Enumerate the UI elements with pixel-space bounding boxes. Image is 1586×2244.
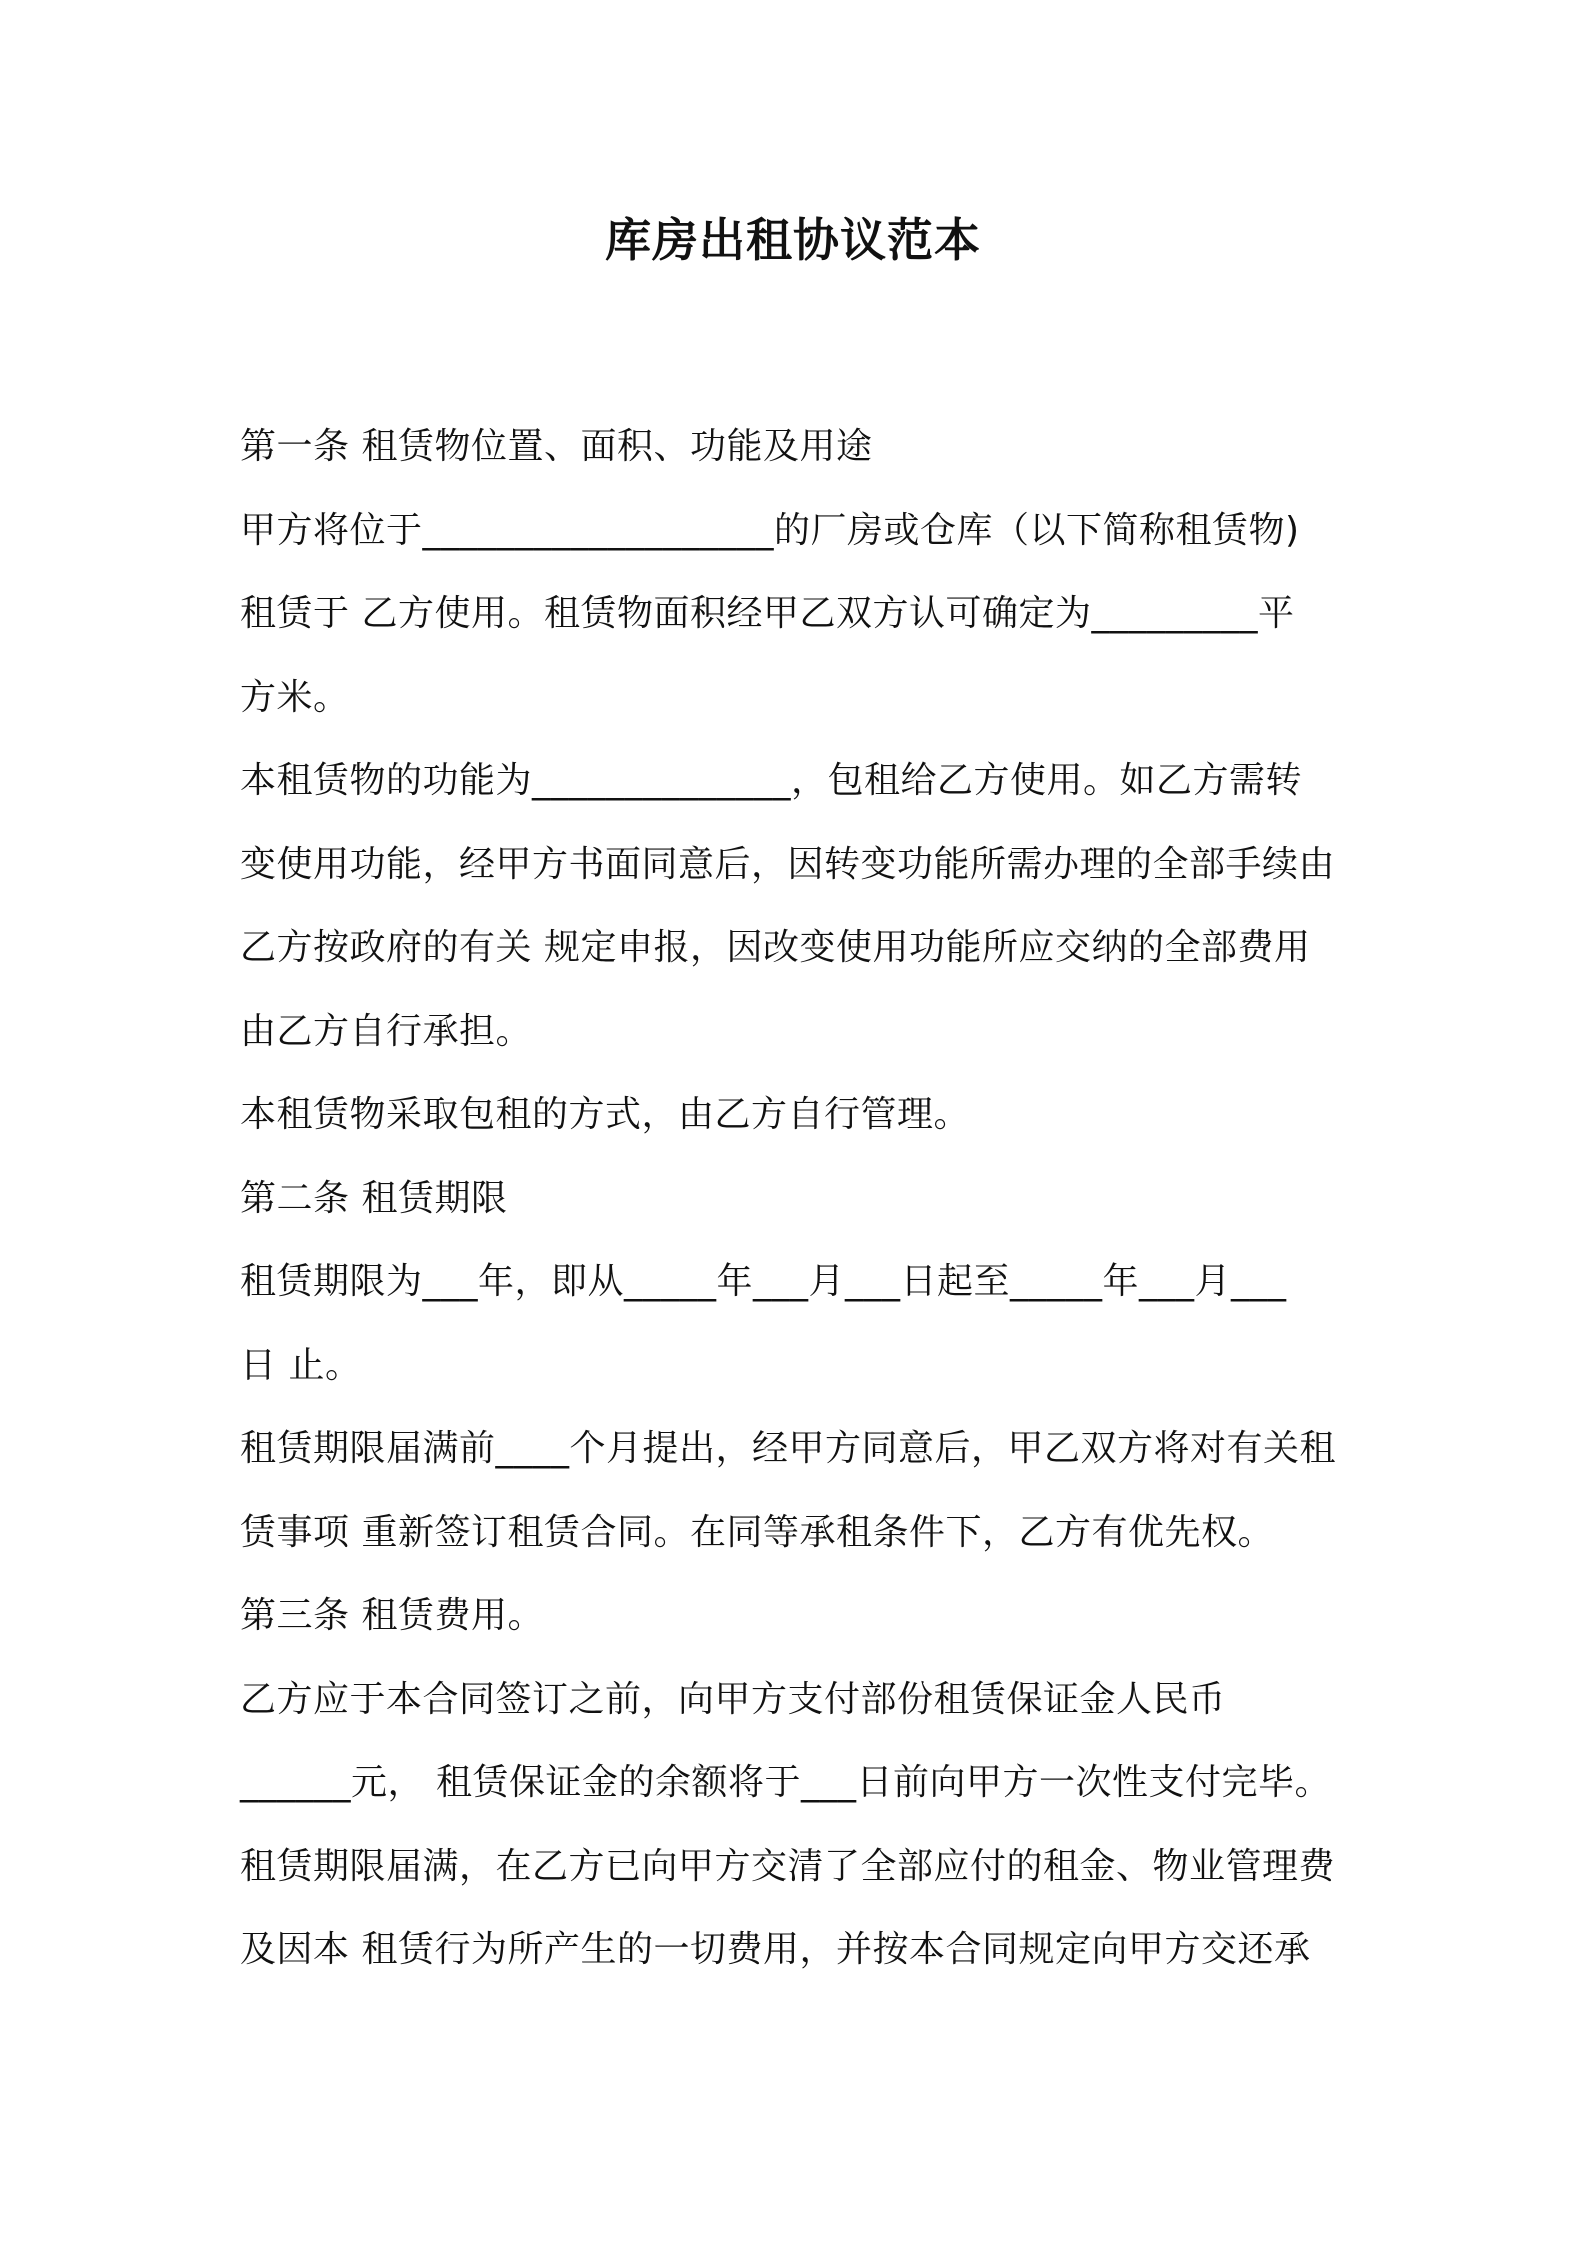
text-line: 赁事项 重新签订租赁合同。在同等承租条件下，乙方有优先权。 — [240, 1511, 1274, 1553]
text-line: 租赁期限届满，在乙方已向甲方交清了全部应付的租金、物业管理费 — [240, 1845, 1336, 1887]
text-line: 乙方应于本合同签订之前，向甲方支付部份租赁保证金人民币 — [240, 1678, 1226, 1720]
text-line: 第一条 租赁物位置、面积、功能及用途 — [240, 426, 873, 467]
text-line: 日 止。 — [240, 1344, 362, 1386]
text-line: 租赁期限为___年，即从_____年___月___日起至_____年___月___ — [240, 1261, 1287, 1302]
document-title: 库房出租协议范本 — [605, 213, 981, 267]
text-line: 第三条 租赁费用。 — [240, 1595, 544, 1636]
text-line: 甲方将位于___________________的厂房或仓库（以下简称租赁物) — [240, 509, 1300, 551]
document-body — [240, 405, 1370, 1992]
text-line: 方米。 — [240, 676, 350, 718]
text-line: 变使用功能，经甲方书面同意后，因转变功能所需办理的全部手续由 — [240, 843, 1336, 885]
text-line: 由乙方自行承担。 — [240, 1010, 533, 1052]
text-line: 租赁期限届满前____个月提出，经甲方同意后，甲乙双方将对有关租 — [240, 1428, 1337, 1469]
text-line: 第二条 租赁期限 — [240, 1177, 508, 1219]
text-line: 本租赁物采取包租的方式，由乙方自行管理。 — [240, 1094, 971, 1135]
text-line: 租赁于 乙方使用。租赁物面积经甲乙双方认可确定为_________平 — [240, 593, 1295, 634]
text-line: 及因本 租赁行为所产生的一切费用，并按本合同规定向甲方交还承 — [240, 1929, 1311, 1970]
text-line: 本租赁物的功能为______________，包租给乙方使用。如乙方需转 — [240, 760, 1303, 801]
text-line: ______元， 租赁保证金的余额将于___日前向甲方一次性支付完毕。 — [240, 1762, 1331, 1803]
text-line: 乙方按政府的有关 规定申报，因改变使用功能所应交纳的全部费用 — [240, 927, 1311, 968]
